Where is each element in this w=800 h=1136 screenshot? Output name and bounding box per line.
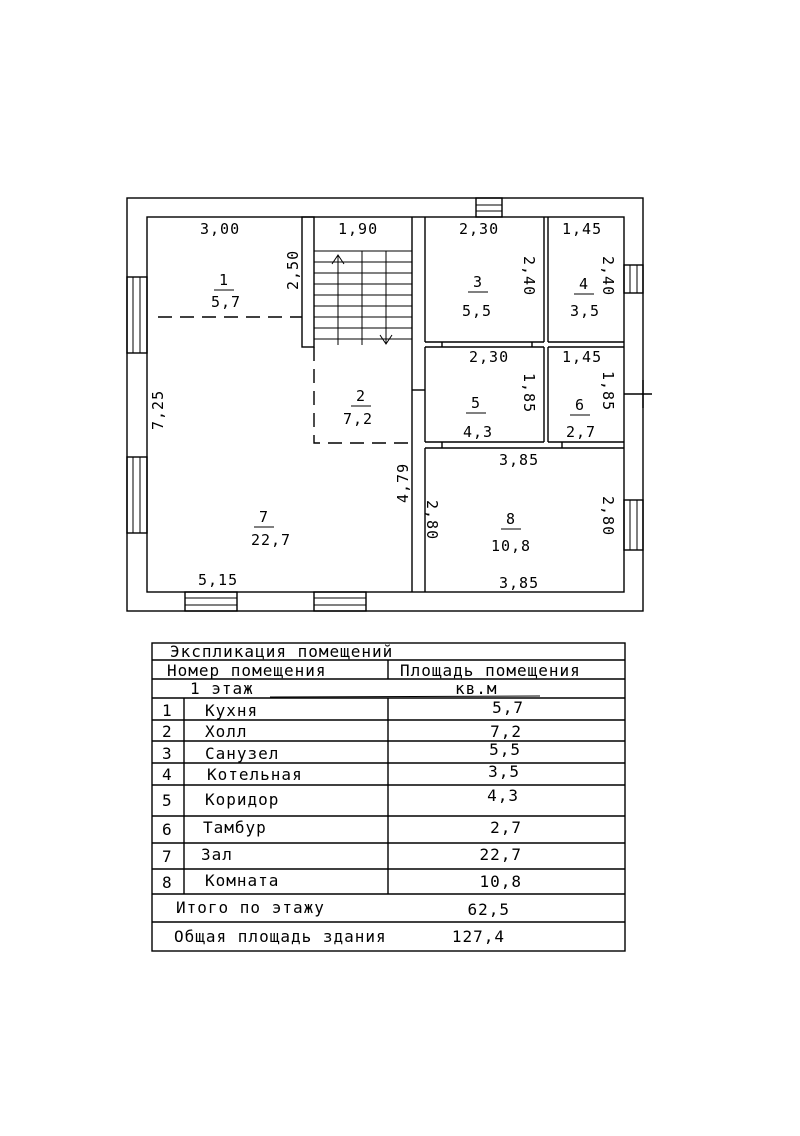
dim-bath-width-top: 2,30 (459, 220, 500, 238)
table-row (162, 698, 524, 720)
room-label-7 (251, 508, 291, 549)
dim-stair-depth: 2,50 (284, 249, 302, 290)
dim-room8-width-top: 3,85 (499, 451, 540, 469)
svg-text:10,8: 10,8 (479, 872, 522, 891)
svg-text:5,7: 5,7 (492, 698, 524, 717)
dim-hall-depth: 7,25 (149, 389, 167, 430)
window-left-lower (127, 457, 147, 533)
dashed-boundaries (158, 317, 412, 443)
dim-boiler-depth: 2,40 (599, 256, 617, 297)
svg-text:7,2: 7,2 (342, 410, 374, 428)
svg-text:Кухня: Кухня (205, 701, 259, 720)
dim-lounge-width: 5,15 (198, 571, 239, 589)
dim-corridor-depth: 1,85 (520, 373, 538, 414)
room-label-6 (566, 396, 596, 441)
svg-text:8: 8 (505, 510, 517, 528)
svg-text:5,5: 5,5 (461, 302, 493, 320)
window-right-upper (624, 265, 643, 293)
table-unit: кв.м (455, 679, 498, 698)
dim-boiler-width-top: 1,45 (562, 220, 603, 238)
table-row (162, 740, 521, 763)
svg-text:Коридор: Коридор (205, 790, 280, 809)
svg-text:5: 5 (470, 394, 482, 412)
svg-text:6: 6 (574, 396, 586, 414)
table-row (162, 845, 522, 866)
svg-text:Котельная: Котельная (207, 765, 303, 784)
svg-text:Холл: Холл (205, 722, 248, 741)
window-right-lower (624, 500, 643, 550)
total-building-value: 127,4 (451, 927, 505, 946)
room-label-8 (491, 510, 531, 555)
svg-text:4: 4 (578, 275, 590, 293)
outer-wall (127, 198, 643, 611)
svg-text:10,8: 10,8 (490, 537, 532, 555)
total-building-label: Общая площадь здания (174, 927, 387, 946)
svg-text:Тамбур: Тамбур (203, 818, 267, 837)
dim-vestibule-width: 1,45 (562, 348, 603, 366)
svg-text:1: 1 (162, 701, 173, 720)
table-row (162, 871, 522, 892)
room-label-3 (462, 273, 492, 320)
explication-table (152, 642, 625, 951)
svg-text:Комната: Комната (205, 871, 280, 890)
table-col-number: Номер помещения (167, 661, 327, 680)
dim-room8-depth-right: 2,80 (599, 496, 617, 537)
room-label-4 (570, 275, 600, 320)
room-label-2 (343, 387, 373, 428)
svg-text:22,7: 22,7 (479, 845, 522, 864)
svg-text:4: 4 (162, 765, 173, 784)
svg-text:5: 5 (162, 791, 173, 810)
dim-kitchen-width: 3,00 (200, 220, 241, 238)
svg-text:2,7: 2,7 (565, 423, 597, 441)
window-bottom-right (314, 592, 366, 611)
table-floor: 1 этаж (190, 679, 254, 698)
svg-text:22,7: 22,7 (250, 531, 292, 549)
room-label-5 (463, 394, 493, 441)
dim-lounge-partition: 4,79 (394, 462, 412, 503)
svg-text:1: 1 (218, 271, 230, 289)
total-floor-label: Итого по этажу (176, 898, 325, 917)
dim-room8-width-bottom: 3,85 (499, 574, 540, 592)
svg-text:3: 3 (162, 744, 173, 763)
dim-room8-depth-left: 2,80 (423, 500, 441, 541)
svg-text:2: 2 (162, 722, 173, 741)
window-top (476, 198, 502, 217)
table-row (162, 762, 520, 784)
dim-bath-depth: 2,40 (520, 256, 538, 297)
svg-text:2,7: 2,7 (490, 818, 522, 837)
svg-text:8: 8 (162, 873, 173, 892)
dim-stair-width: 1,90 (338, 220, 379, 238)
svg-text:Санузел: Санузел (205, 744, 280, 763)
table-row (162, 786, 519, 810)
room-label-1 (211, 271, 241, 311)
table-col-area: Площадь помещения (400, 661, 581, 680)
dim-vestibule-depth: 1,85 (599, 371, 617, 412)
entrance-door-mark (624, 380, 652, 408)
table-row (162, 818, 522, 839)
table-title: Экспликация помещений (170, 642, 394, 661)
svg-text:6: 6 (162, 820, 173, 839)
dim-corridor-width: 2,30 (469, 348, 510, 366)
window-left-upper (127, 277, 147, 353)
window-bottom-left (185, 592, 237, 611)
svg-text:5,7: 5,7 (210, 293, 242, 311)
svg-text:4,3: 4,3 (487, 786, 519, 805)
svg-text:4,3: 4,3 (462, 423, 494, 441)
svg-text:7,2: 7,2 (490, 722, 522, 741)
table-row (162, 722, 522, 741)
svg-text:3: 3 (472, 273, 484, 291)
svg-text:5,5: 5,5 (489, 740, 521, 759)
svg-text:Зал: Зал (201, 845, 233, 864)
svg-text:3,5: 3,5 (488, 762, 520, 781)
svg-text:3,5: 3,5 (569, 302, 601, 320)
svg-text:7: 7 (258, 508, 270, 526)
svg-text:2: 2 (355, 387, 367, 405)
svg-text:7: 7 (162, 847, 173, 866)
staircase (314, 251, 412, 345)
total-floor-value: 62,5 (467, 900, 510, 919)
